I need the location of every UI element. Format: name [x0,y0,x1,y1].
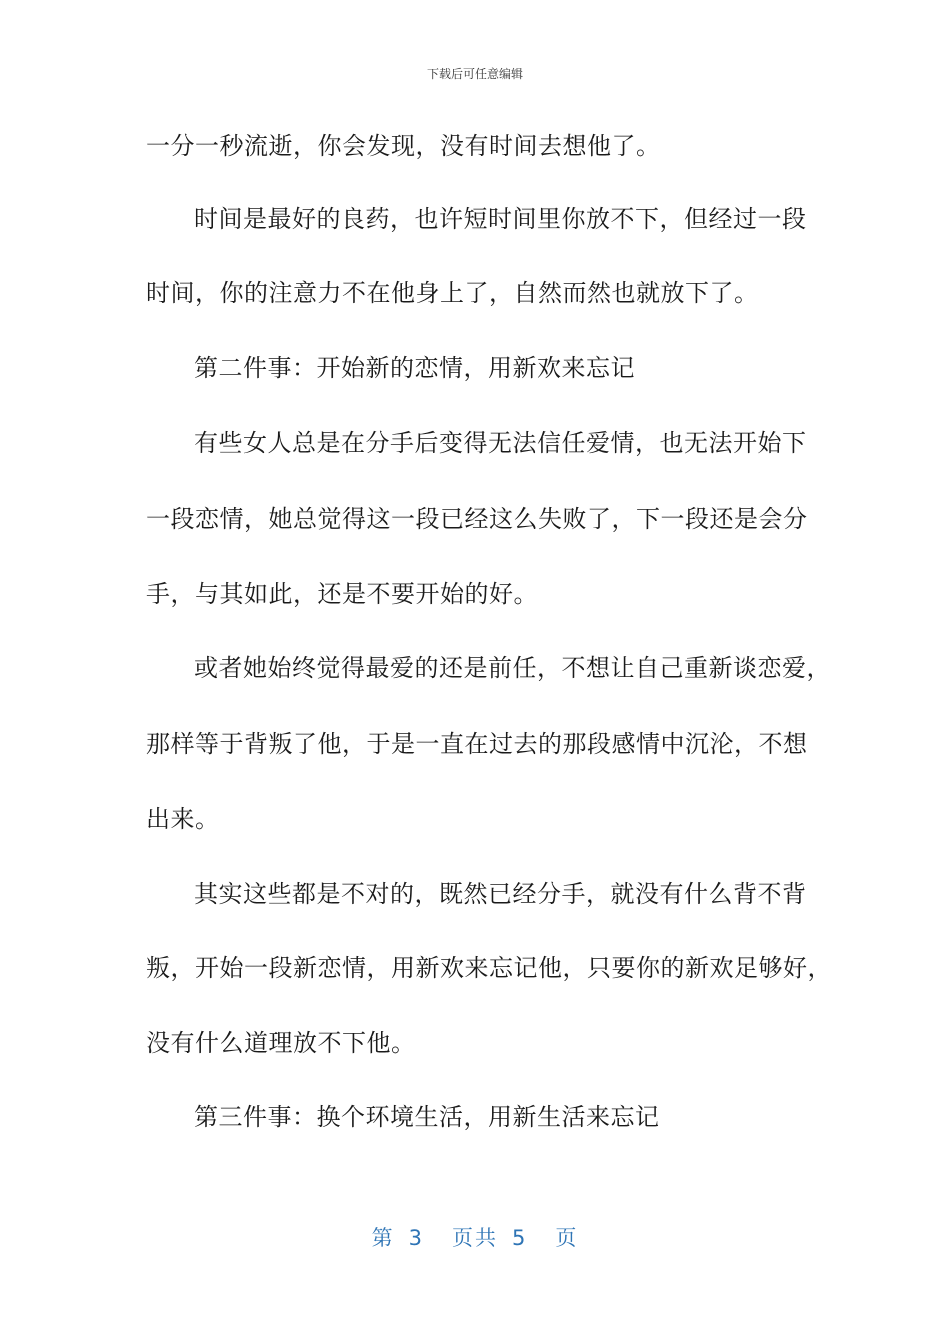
section-heading: 第二件事：开始新的恋情，用新欢来忘记 [194,354,635,382]
body-line: 叛，开始一段新恋情，用新欢来忘记他，只要你的新欢足够好， [146,954,832,982]
body-line: 没有什么道理放不下他。 [146,1029,416,1057]
paragraph-line: 有些女人总是在分手后变得无法信任爱情，也无法开始下 [194,429,807,457]
footer-label-pages: 页 [555,1226,579,1250]
body-line: 手，与其如此，还是不要开始的好。 [146,580,538,608]
paragraph-line: 其实这些都是不对的，既然已经分手，就没有什么背不背 [194,880,807,908]
footer-label-page: 第 [371,1226,395,1250]
current-page-number: 3 [408,1226,424,1250]
total-pages-number: 5 [512,1226,528,1250]
paragraph-line: 或者她始终觉得最爱的还是前任，不想让自己重新谈恋爱， [194,654,831,682]
section-heading: 第三件事：换个环境生活，用新生活来忘记 [194,1103,660,1131]
footer-label-of: 页共 [452,1226,498,1250]
paragraph-line: 时间是最好的良药，也许短时间里你放不下，但经过一段 [194,205,807,233]
page-header: 下载后可任意编辑 [426,67,523,81]
body-line: 一分一秒流逝，你会发现，没有时间去想他了。 [146,132,661,160]
body-line: 那样等于背叛了他，于是一直在过去的那段感情中沉沦，不想 [146,730,808,758]
body-line: 一段恋情，她总觉得这一段已经这么失败了，下一段还是会分 [146,505,808,533]
body-line: 时间，你的注意力不在他身上了，自然而然也就放下了。 [146,279,759,307]
page-number-footer [0,1224,950,1252]
body-line: 出来。 [146,805,220,833]
